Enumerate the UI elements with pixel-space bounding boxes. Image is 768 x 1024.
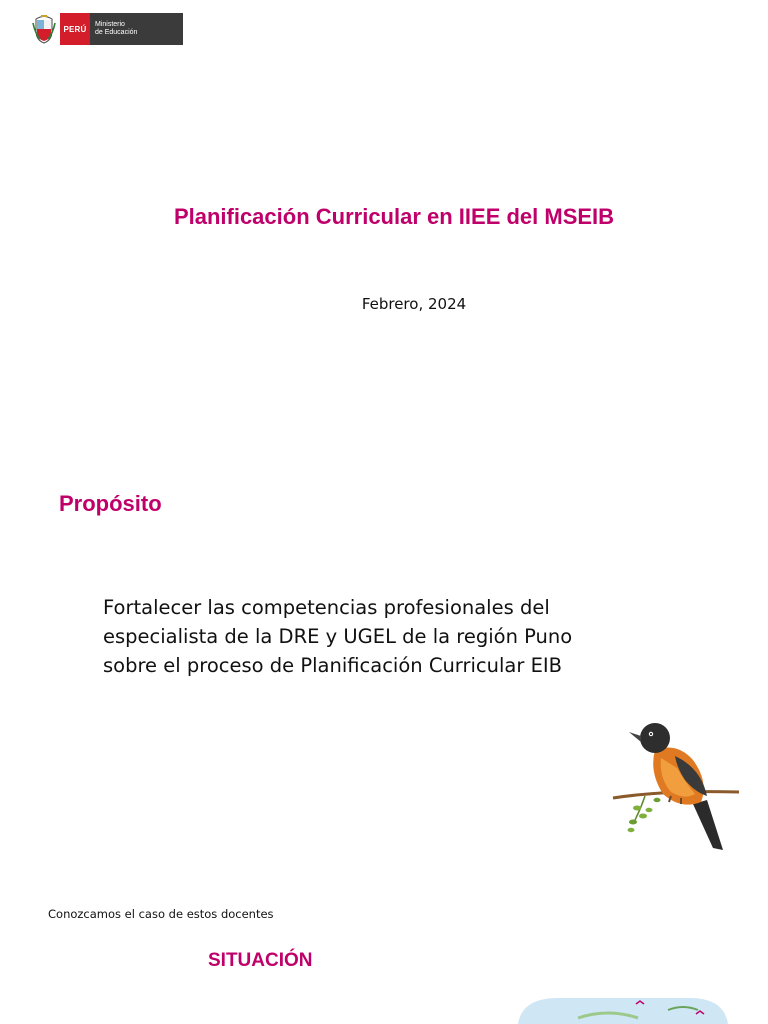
purpose-heading: Propósito (59, 491, 162, 516)
logo-ministry-label (90, 13, 183, 45)
purpose-line: sobre el proceso de Planificación Curricular EIB (103, 654, 563, 677)
logo-country-label: PERÚ (60, 13, 90, 45)
bird-illustration (605, 712, 745, 857)
caption-text: Conozcamos el caso de estos docentes (48, 907, 274, 921)
presentation-date: Febrero, 2024 (361, 295, 467, 313)
purpose-line: Fortalecer las competencias profesionales del (103, 596, 550, 619)
purpose-text (103, 593, 663, 680)
situation-heading: SITUACIÓN (208, 950, 313, 971)
peru-shield-icon (32, 13, 56, 45)
landscape-illustration (518, 994, 728, 1024)
logo-ministry-line2: de Educación (95, 29, 138, 36)
purpose-line: especialista de la DRE y UGEL de la región Puno (103, 625, 573, 648)
page-title: Planificación Curricular en IIEE del MSEIB (173, 204, 615, 229)
ministry-logo (32, 13, 183, 45)
logo-ministry-line1: Ministerio (95, 21, 125, 28)
